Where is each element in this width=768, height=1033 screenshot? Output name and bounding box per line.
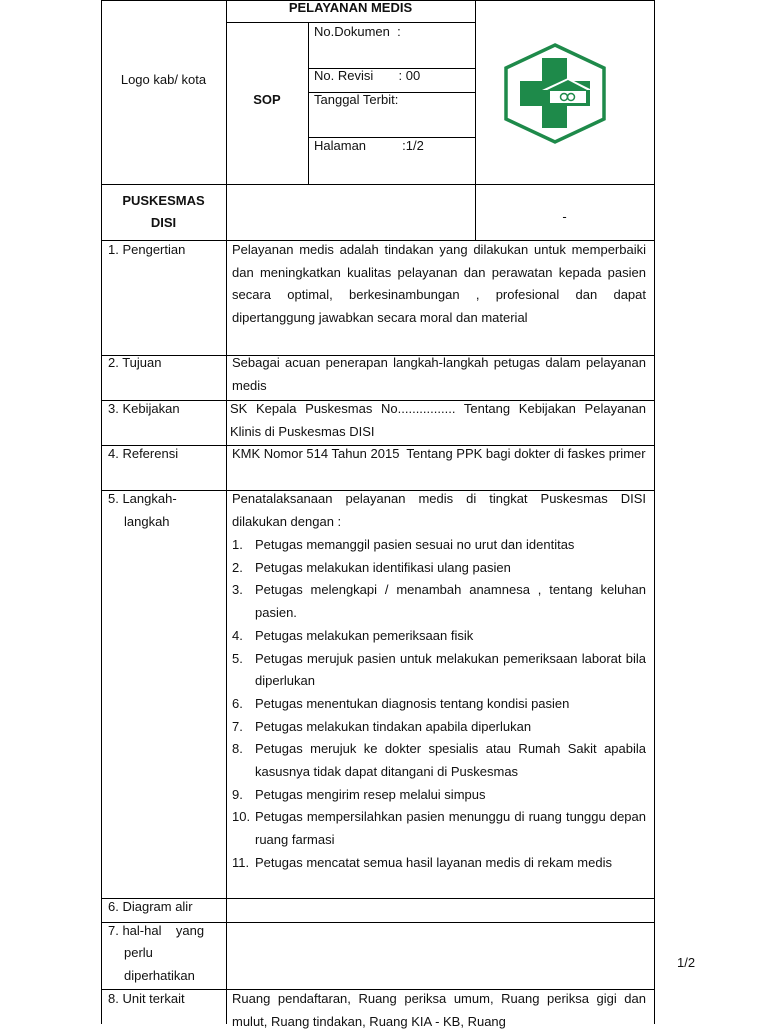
procedure-step-text: Petugas menentukan diagnosis tentang kondisi pasien xyxy=(255,695,570,711)
procedure-step xyxy=(232,784,646,807)
health-cross-icon xyxy=(475,0,654,184)
puskesmas-name-line1: PUSKESMAS xyxy=(122,193,205,208)
issue-date-field: Tanggal Terbit: xyxy=(314,92,399,107)
puskesmas-name-line2: DISI xyxy=(150,215,177,230)
procedure-step xyxy=(232,534,646,557)
section-text-referensi: KMK Nomor 514 Tahun 2015 Tentang PPK bagi dokter di faskes primer xyxy=(232,446,646,461)
procedure-step xyxy=(232,716,646,739)
revision-field: No. Revisi : 00 xyxy=(314,68,421,83)
section-text-tujuan: Sebagai acuan penerapan langkah-langkah petugas dalam pelayanan medis xyxy=(232,355,646,393)
procedure-step xyxy=(232,648,646,693)
procedure-step-number: 1. xyxy=(232,537,243,552)
section-label-diagram: 6. Diagram alir xyxy=(108,899,193,914)
section-label-hal: 7. hal-hal yang xyxy=(108,923,205,938)
procedure-step-text: Petugas memanggil pasien sesuai no urut dan identitas xyxy=(255,537,575,552)
procedure-steps-list xyxy=(232,534,646,875)
section-text-unit: Ruang pendaftaran, Ruang periksa umum, Ruang periksa gigi dan mulut, Ruang tindakan, Ruang KIA - KB, Ruang xyxy=(232,991,646,1029)
procedure-step-text: Petugas melengkapi / menambah anamnesa , tentang keluhan pasien. xyxy=(255,582,646,621)
doc-number-field: No.Dokumen : xyxy=(314,24,401,39)
table-border-left xyxy=(101,0,102,1024)
page-marker: 1/2 xyxy=(677,955,696,970)
page-field: Halaman :1/2 xyxy=(314,138,424,153)
procedure-step-text: Petugas mencatat semua hasil layanan medis di rekam medis xyxy=(255,854,612,870)
document-title: PELAYANAN MEDIS xyxy=(288,0,413,15)
table-line xyxy=(226,22,475,23)
table-border-right xyxy=(654,0,655,1024)
procedure-step-text: Petugas melakukan tindakan apabila diperlukan xyxy=(255,718,532,734)
section-label-kebijakan: 3. Kebijakan xyxy=(108,401,180,416)
procedure-step-text: Petugas mengirim resep melalui simpus xyxy=(255,786,486,802)
procedure-step xyxy=(232,738,646,783)
section-text-kebijakan: SK Kepala Puskesmas No................ Tentang Kebijakan Pelayanan Klinis di Puskesmas DISI xyxy=(230,401,646,439)
sop-label: SOP xyxy=(253,92,281,107)
procedure-step-number: 3. xyxy=(232,582,243,598)
procedure-step-text: Petugas merujuk pasien untuk melakukan pemeriksaan laborat bila diperlukan xyxy=(255,650,646,689)
procedure-step xyxy=(232,625,646,648)
table-line xyxy=(101,184,655,185)
section-label-langkah-cont: langkah xyxy=(124,514,170,529)
procedure-step-number: 4. xyxy=(232,627,243,643)
procedure-step xyxy=(232,806,646,851)
section-label-langkah: 5. Langkah- xyxy=(108,491,177,506)
table-line xyxy=(308,22,309,184)
procedure-step-number: 5. xyxy=(232,650,243,666)
procedure-step xyxy=(232,557,646,580)
section-text-langkah-intro: Penatalaksanaan pelayanan medis di tingkat Puskesmas DISI dilakukan dengan : xyxy=(232,491,646,529)
procedure-step xyxy=(232,693,646,716)
procedure-step-text: Petugas merujuk ke dokter spesialis atau Rumah Sakit apabila kasusnya tidak dapat ditangani di Puskesmas xyxy=(255,741,646,780)
procedure-step-number: 6. xyxy=(232,695,243,711)
procedure-step-number: 11. xyxy=(232,854,250,870)
section-text-pengertian: Pelayanan medis adalah tindakan yang dilakukan untuk memperbaiki dan meningkatkan kualitas pelayanan dan perawatan kepada pasien secara optimal, berkesinambungan , profesional dan dapat dipertanggung jawabkan secara moral dan material xyxy=(232,242,646,326)
section-label-hal-cont: perlu xyxy=(124,945,153,960)
procedure-step-text: Petugas melakukan pemeriksaan fisik xyxy=(255,627,474,643)
section-label-tujuan: 2. Tujuan xyxy=(108,355,162,370)
procedure-step xyxy=(232,579,646,624)
procedure-step-text: Petugas mempersilahkan pasien menunggu di ruang tunggu depan ruang farmasi xyxy=(255,809,646,848)
procedure-step-number: 8. xyxy=(232,741,243,757)
section-label-pengertian: 1. Pengertian xyxy=(108,242,186,257)
puskesmas-logo xyxy=(475,0,654,184)
procedure-step-number: 7. xyxy=(232,718,243,734)
logo-placeholder-label: Logo kab/ kota xyxy=(120,72,207,87)
procedure-step-text: Petugas melakukan identifikasi ulang pasien xyxy=(255,559,511,575)
procedure-step-number: 10. xyxy=(232,809,251,825)
section-label-referensi: 4. Referensi xyxy=(108,446,179,461)
procedure-step-number: 2. xyxy=(232,559,243,575)
empty-cell-dash: - xyxy=(562,209,567,224)
procedure-step xyxy=(232,852,646,875)
procedure-step-number: 9. xyxy=(232,786,243,802)
section-label-hal-cont2: diperhatikan xyxy=(124,968,195,983)
table-line xyxy=(226,0,227,1024)
section-label-unit: 8. Unit terkait xyxy=(108,991,185,1006)
